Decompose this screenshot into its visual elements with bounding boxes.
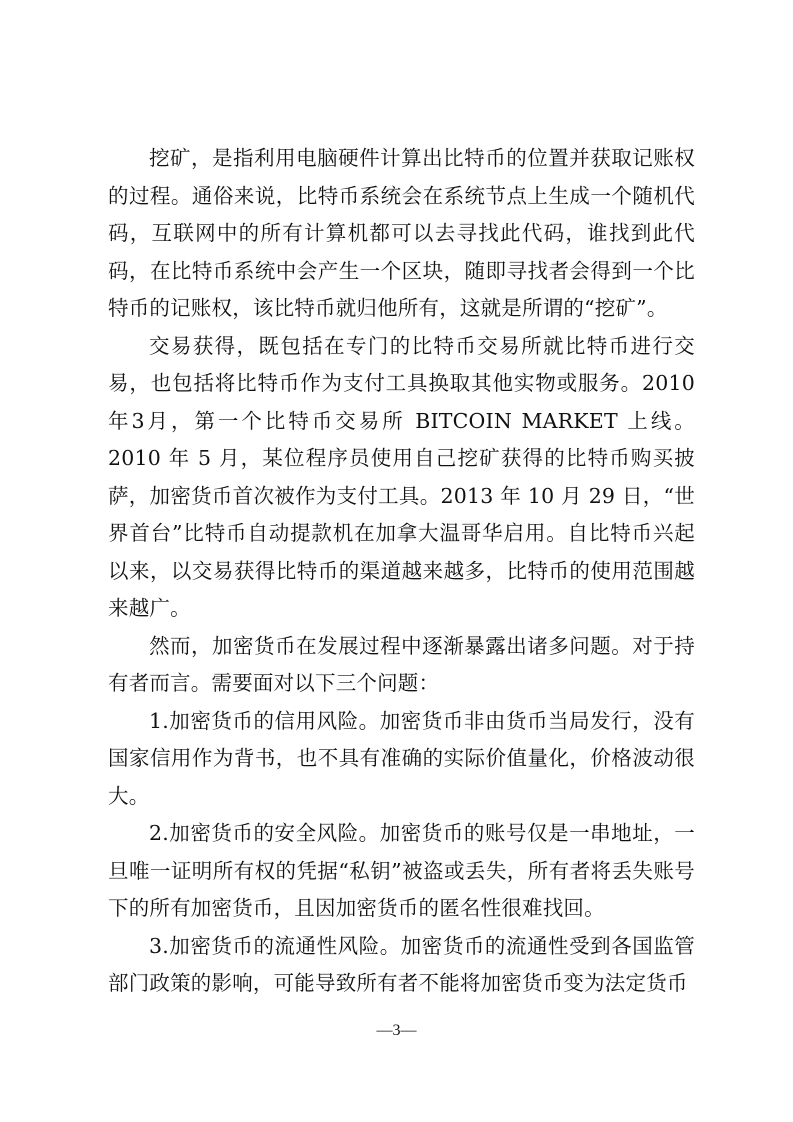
paragraph-liquidity-risk: 3.加密货币的流通性风险。加密货币的流通性受到各国监管部门政策的影响，可能导致所有者不能将加密货币变为法定货币 xyxy=(108,933,695,995)
paragraph-credit-risk: 1.加密货币的信用风险。加密货币非由货币当局发行，没有国家信用作为背书，也不具有准确的实际价值量化，价格波动很大。 xyxy=(108,708,695,808)
body-text xyxy=(108,140,695,1003)
paragraph-trading: 交易获得，既包括在专门的比特币交易所就比特币进行交易，也包括将比特币作为支付工具换取其他实物或服务。2010年3月，第一个比特币交易所 BITCOIN MARKET 上线。2010 年 5 月，某位程序员使用自己挖矿获得的比特币购买披萨，加密货币首次被作为支付工具。2013 年 10 月 29 日，“世界首台”比特币自动提款机在加拿大温哥华启用。自比特币兴起以来，以交易获得比特币的渠道越来越多，比特币的使用范围越来越广。 xyxy=(108,333,695,620)
paragraph-mining: 挖矿，是指利用电脑硬件计算出比特币的位置并获取记账权的过程。通俗来说，比特币系统会在系统节点上生成一个随机代码，互联网中的所有计算机都可以去寻找此代码，谁找到此代码，在比特币系统中会产生一个区块，随即寻找者会得到一个比特币的记账权，该比特币就归他所有，这就是所谓的“挖矿”。 xyxy=(108,146,695,320)
page-number: —3— xyxy=(376,1022,417,1039)
paragraph-security-risk: 2.加密货币的安全风险。加密货币的账号仅是一串地址，一旦唯一证明所有权的凭据“私钥”被盗或丢失，所有者将丢失账号下的所有加密货币，且因加密货币的匿名性很难找回。 xyxy=(108,821,695,920)
paragraph-problems-intro: 然而，加密货币在发展过程中逐渐暴露出诸多问题。对于持有者而言。需要面对以下三个问题： xyxy=(108,633,695,695)
